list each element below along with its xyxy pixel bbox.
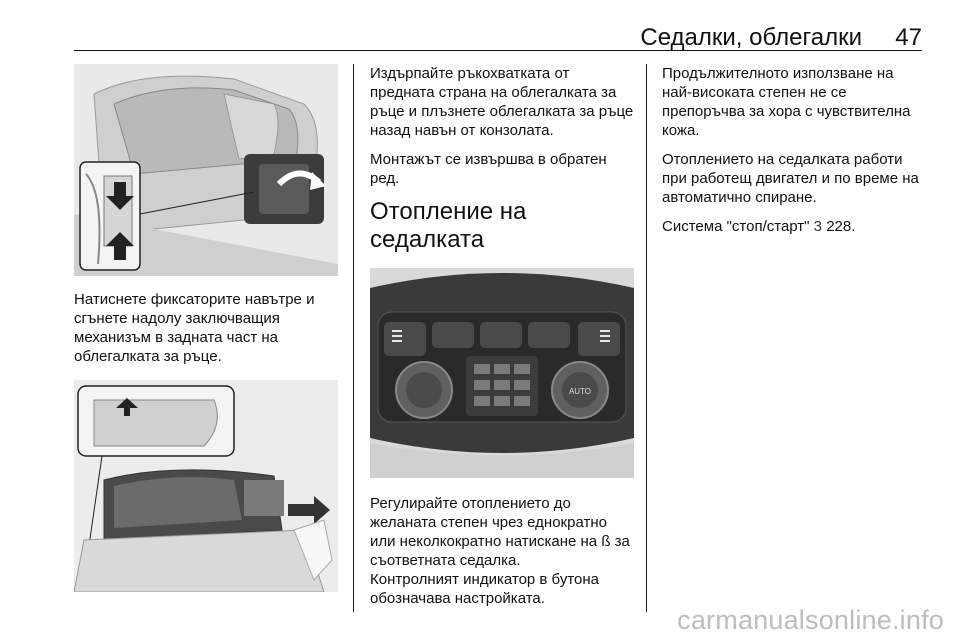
seat-heating-icon: ß: [601, 533, 611, 550]
instruction-paragraph: Контролният индикатор в бутона обозначава настройката.: [370, 571, 599, 607]
page-number: 47: [895, 24, 922, 51]
page-header: [74, 22, 922, 51]
auto-knob-label: AUTO: [568, 387, 592, 396]
instruction-paragraph: Продължителното използване на най-високата степен не се препоръчва за хора с чувствителна кожа.: [662, 65, 911, 139]
instruction-paragraph: Натиснете фиксаторите навътре и сгънете надолу заключващия механизъм в задната част на облегалката за ръце.: [74, 291, 315, 365]
cross-reference: Система "стоп/старт" 3 228.: [662, 218, 856, 235]
column-divider-2: [646, 64, 647, 612]
instruction-paragraph: Монтажът се извършва в обратен ред.: [370, 151, 607, 187]
section-heading: Отопление на седалката: [370, 198, 527, 253]
column-2: [370, 64, 634, 618]
column-3: [662, 64, 926, 246]
seat-heating-controls-illustration: [370, 268, 634, 478]
column-1: [74, 64, 338, 592]
page-title: Седалки, облегалки: [640, 24, 862, 51]
reference-arrow-icon[interactable]: 3: [813, 218, 823, 235]
instruction-paragraph: Отоплението на седалката работи при работещ двигател и по време на автоматично спиране.: [662, 151, 919, 206]
instruction-paragraph: Издърпайте ръкохватката от предната страна на облегалката за ръце и плъзнете облегалката за ръце назад навън от конзолата.: [370, 65, 634, 139]
armrest-slide-illustration: [74, 380, 338, 592]
instruction-paragraph: Регулирайте отоплението до желаната степен чрез еднократно или неколкократно натискане на ß за съответната седалка.: [370, 495, 630, 569]
column-divider-1: [353, 64, 354, 612]
watermark: carmanualsonline.info: [677, 605, 944, 635]
armrest-latch-illustration: [74, 64, 338, 276]
